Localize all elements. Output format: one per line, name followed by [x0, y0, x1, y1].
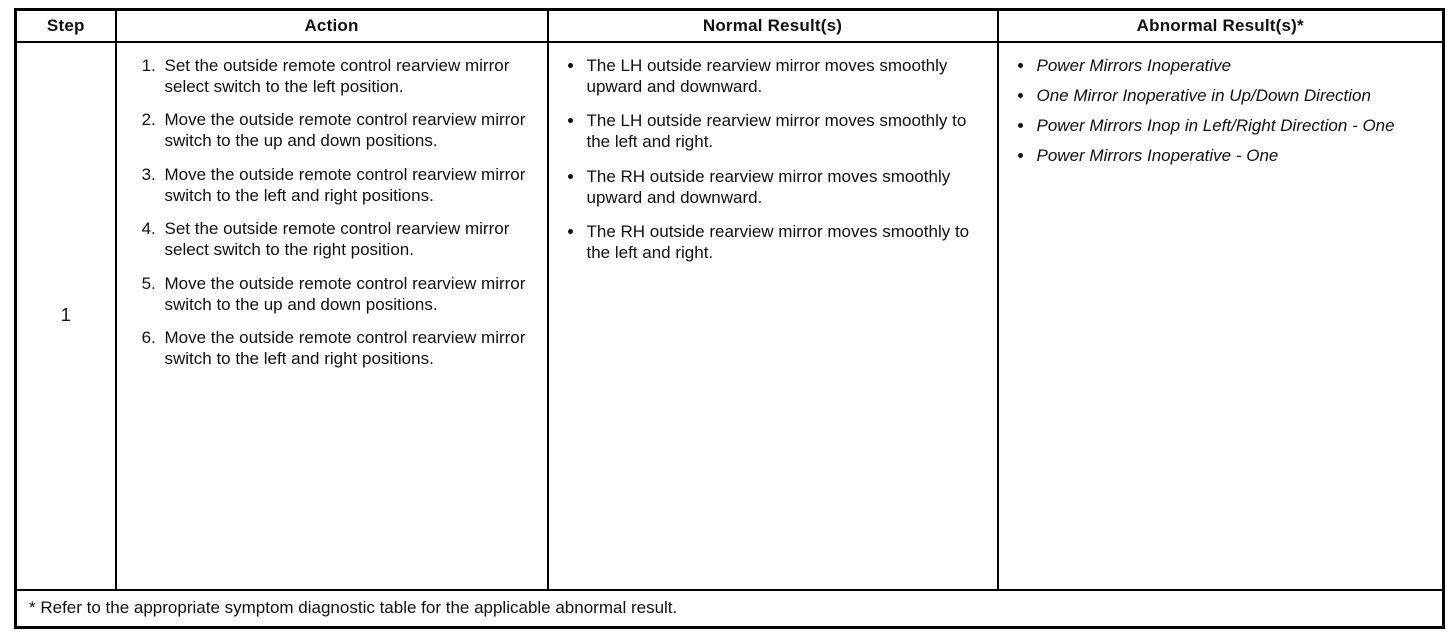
step-column-header: Step	[16, 10, 116, 42]
abnormal-results-cell	[998, 42, 1444, 590]
normal-result-item: • The LH outside rearview mirror moves smoothly upward and downward.	[585, 55, 985, 98]
abnormal-results-column-header: Abnormal Result(s)*	[998, 10, 1444, 42]
normal-result-item: • The RH outside rearview mirror moves smoothly upward and downward.	[585, 166, 985, 209]
action-item: 4. Set the outside remote control rearview mirror select switch to the right position.	[161, 218, 535, 261]
normal-results-column-header: Normal Result(s)	[548, 10, 998, 42]
footnote-row	[16, 590, 1444, 628]
action-item: 3. Move the outside remote control rearview mirror switch to the left and right positions.	[161, 164, 535, 207]
normal-results-list	[563, 55, 985, 264]
action-list	[131, 55, 535, 370]
action-item: 1. Set the outside remote control rearview mirror select switch to the left position.	[161, 55, 535, 98]
footnote: * Refer to the appropriate symptom diagnostic table for the applicable abnormal result.	[16, 590, 1444, 628]
abnormal-result-item: • Power Mirrors Inop in Left/Right Direction - One	[1035, 115, 1431, 136]
abnormal-result-item: • Power Mirrors Inoperative	[1035, 55, 1431, 76]
action-column-header: Action	[116, 10, 548, 42]
normal-result-item: • The LH outside rearview mirror moves smoothly to the left and right.	[585, 110, 985, 153]
action-cell	[116, 42, 548, 590]
abnormal-result-item: • One Mirror Inoperative in Up/Down Direction	[1035, 85, 1431, 106]
normal-results-cell	[548, 42, 998, 590]
header-row	[16, 10, 1444, 42]
action-item: 2. Move the outside remote control rearview mirror switch to the up and down positions.	[161, 109, 535, 152]
normal-result-item: • The RH outside rearview mirror moves smoothly to the left and right.	[585, 221, 985, 264]
diagnostic-table	[14, 8, 1445, 629]
step-cell: 1	[16, 42, 116, 590]
action-item: 5. Move the outside remote control rearview mirror switch to the up and down positions.	[161, 273, 535, 316]
table-row	[16, 42, 1444, 590]
abnormal-result-item: • Power Mirrors Inoperative - One	[1035, 145, 1431, 166]
abnormal-results-list	[1013, 55, 1431, 167]
action-item: 6. Move the outside remote control rearview mirror switch to the left and right positions.	[161, 327, 535, 370]
